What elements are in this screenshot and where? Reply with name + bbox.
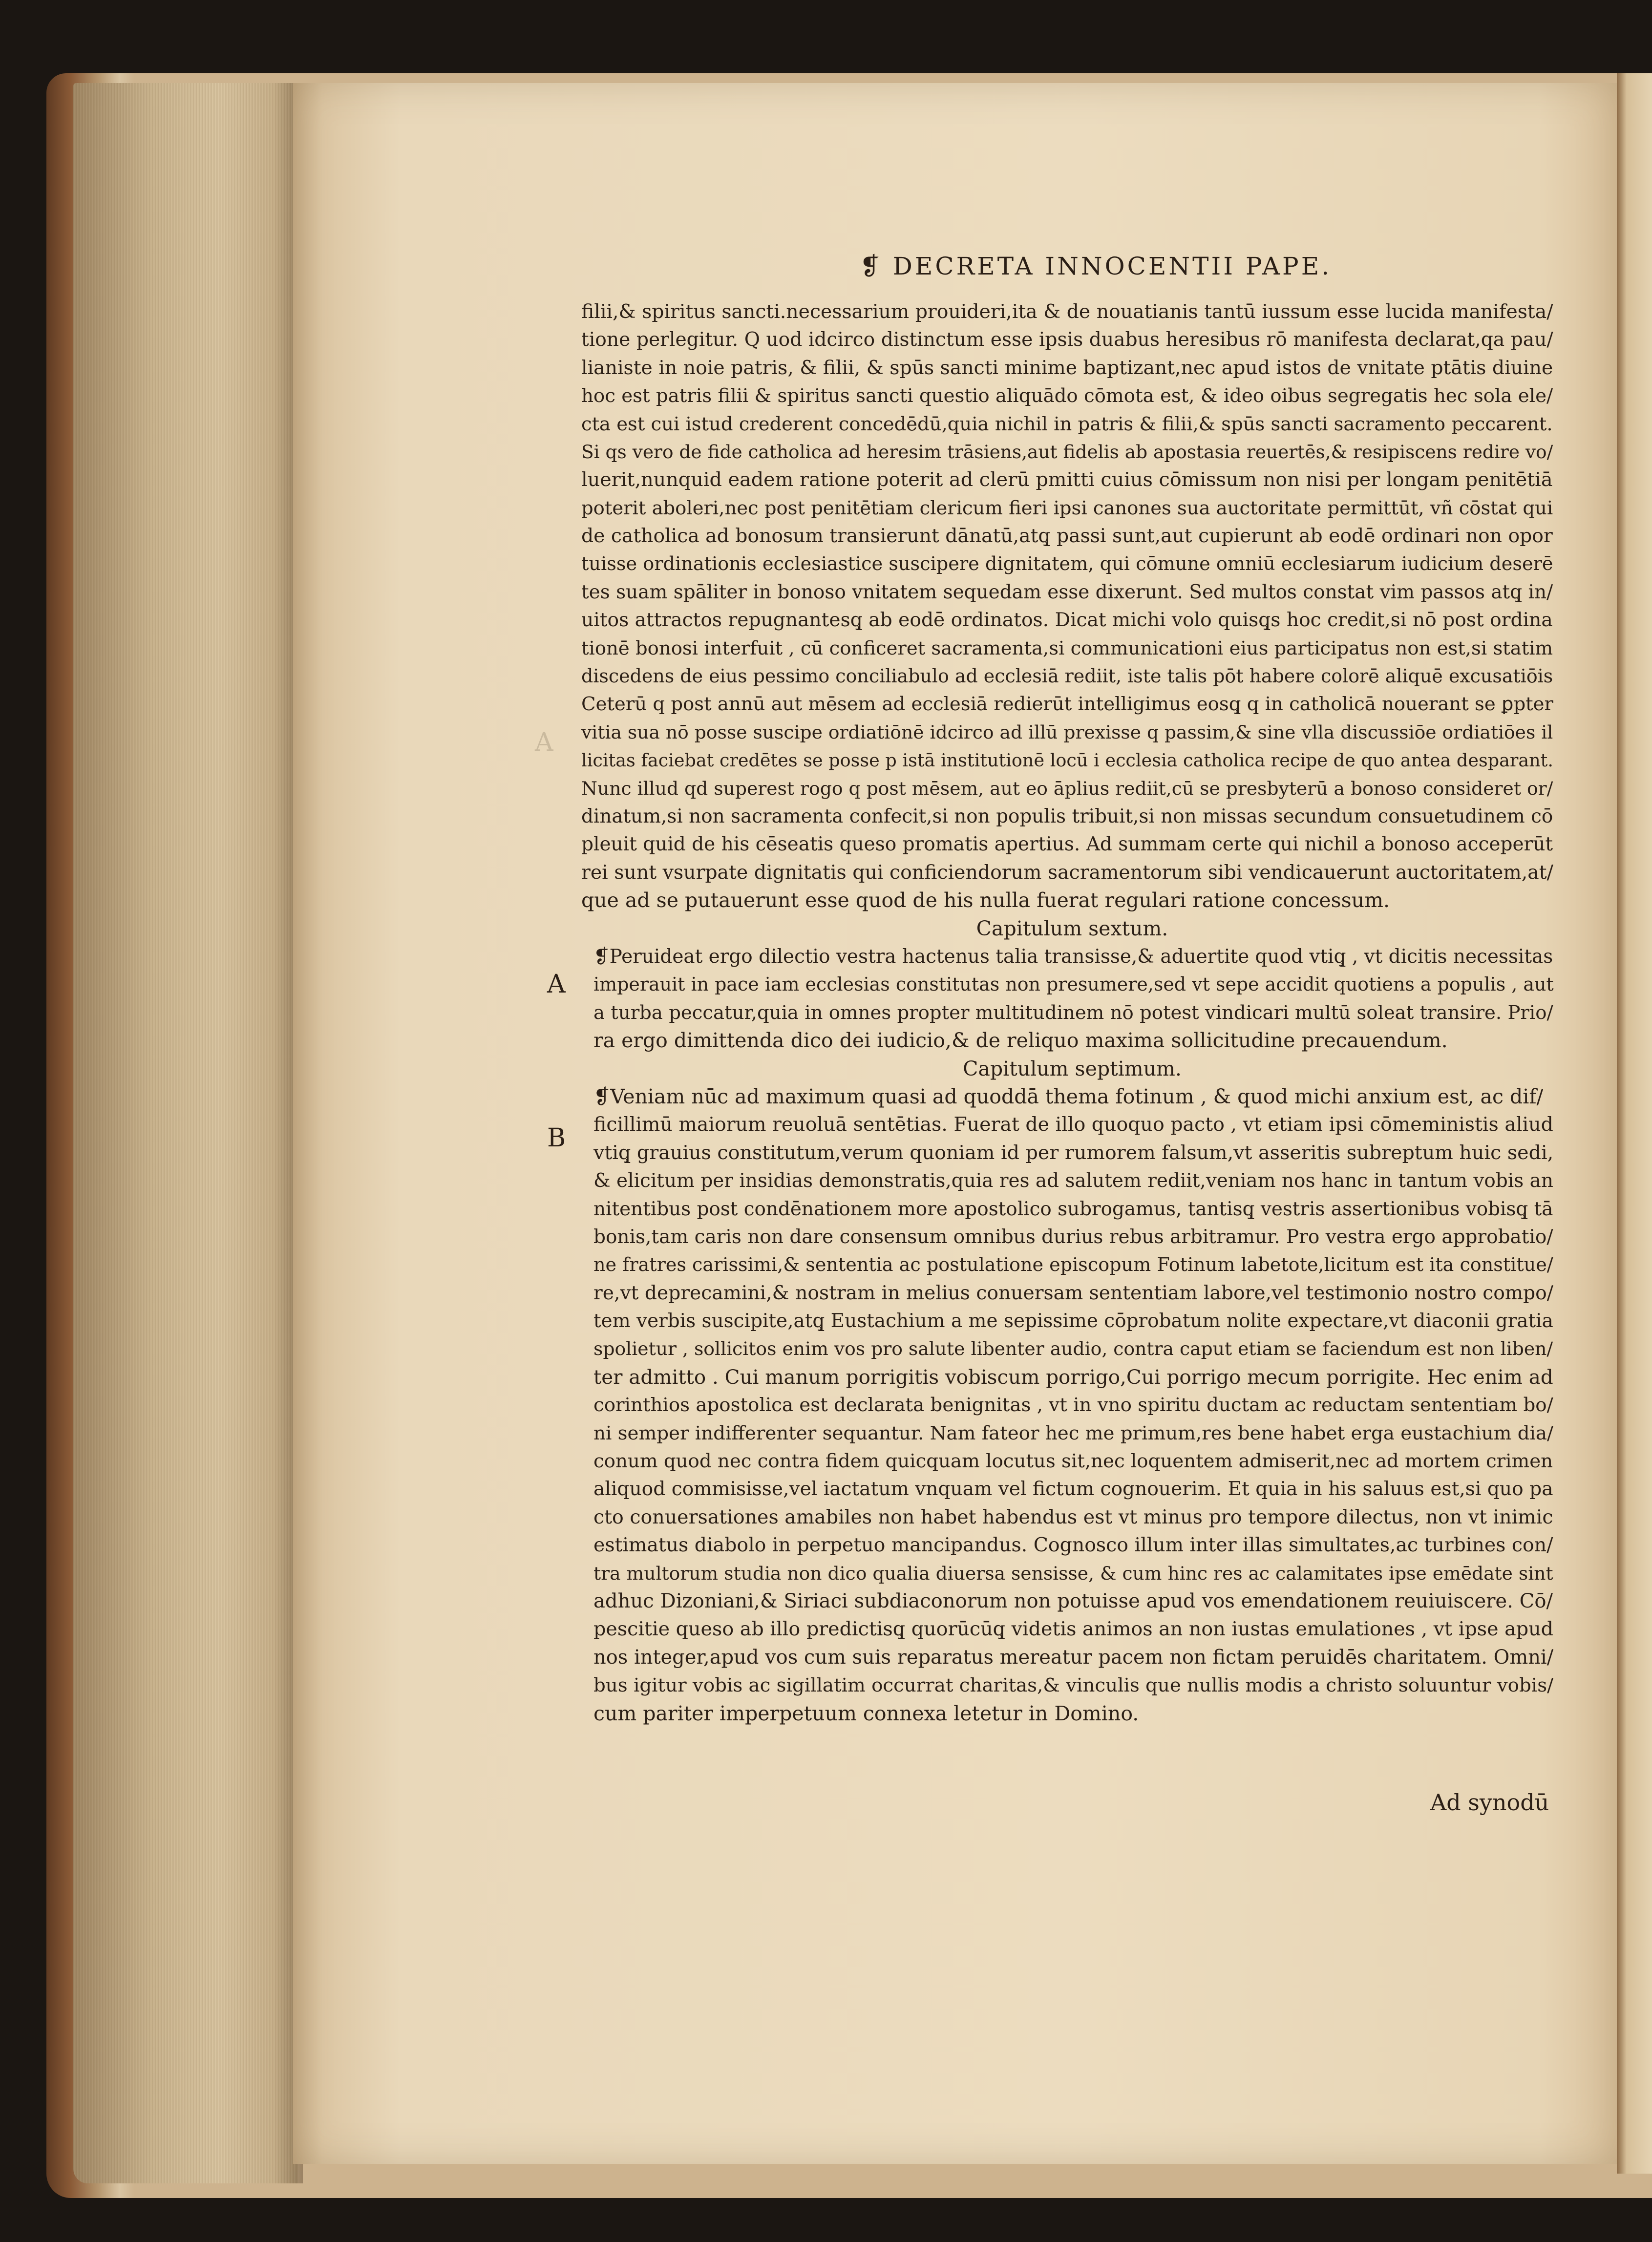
text-line: rei sunt vsurpate dignitatis qui conficiendorum sacramentorum sibi vendicauerunt auctoritatem,at/ [581,861,1553,884]
text-line: tra multorum studia non dico qualia diuersa sensisse, & cum hinc res ac calamitates ipse emēdate sint [593,1562,1553,1584]
text-line: pescitie queso ab illo predictisq̧ quorūcūq̧ videtis animos an non iustas emulationes , vt ipse apud [593,1618,1553,1641]
text-line: luerit,nunquid eadem ratione poterit ad clerū pmitti cuius cōmissum non nisi per longam penitētiā [581,468,1553,491]
text-line: corinthios apostolica est declarata benignitas , vt in vno spiritu ductam ac reductam sententiam bo/ [593,1394,1553,1417]
text-line: cum pariter imperpetuum connexa letetur in Domino. [593,1701,1139,1725]
text-line: adhuc Dizoniani,& Siriaci subdiaconorum non potuisse apud vos emendationem reuiuiscere. Cō/ [593,1589,1553,1612]
text-line: bus igitur vobis ac sigillatim occurrat charitas,& vinculis que nullis modis a christo soluuntur vobis/ [593,1674,1554,1697]
text-line: de catholica ad bonosum transierunt dānatū,atq̧ passi sunt,aut cupierunt ab eodē ordinari non opor [581,525,1553,548]
text-line: ❡Veniam nūc ad maximum quasi ad quoddā thema fotinum , & quod michi anxium est, ac dif/ [593,1084,1544,1108]
text-line: poterit aboleri,nec post penitētiam clericum fieri ipsi canones sua auctoritate permittūt, vñ cōstat qui [581,497,1553,519]
text-line: licitas faciebat credētes se posse p istā institutionē locū i ecclesia catholica recipe de quo antea desparant. [581,750,1553,771]
text-line: pleuit quid de his cēseatis queso promatis apertius. Ad summam certe qui nichil a bonoso acceperūt [581,833,1553,856]
text-line [581,1728,1563,1756]
chapter-heading-septimum: Capitulum septimum. [963,1057,1182,1080]
text-line: lianiste in noie patris, & filii, & spūs sancti minime baptizant,nec apud istos de vnitate ptātis diuine [581,356,1553,379]
text-line: re,vt deprecamini,& nostram in melius conuersam sententiam labore,vel testimonio nostro compo/ [593,1282,1554,1304]
text-line: ter admitto . Cui manum porrigitis vobiscum porrigo,Cui porrigo mecum porrigite. Hec enim ad [593,1365,1553,1389]
text-line: imperauit in pace iam ecclesias constitutas non presumere,sed vt sepe accidit quotiens a populis , aut [593,973,1554,995]
text-line: Si qs vero de fide catholica ad heresim trāsiens,aut fidelis ab apostasia reuertēs,& resipiscens redire vo/ [581,441,1553,463]
text-line: nos integer,apud vos cum suis reparatus mereatur pacem non fictam peruidēs charitatem. Omni/ [593,1646,1554,1669]
text-line: ficillimū maiorum reuoluā sentētias. Fuerat de illo quoquo pacto , vt etiam ipsi cōmeministis aliud [593,1113,1553,1136]
text-line: aliquod commisisse,vel iactatum vnquam vel fictum cognouerim. Et quia in his saluus est,si quo pa [593,1478,1553,1501]
margin-note-b: B [547,1123,566,1153]
text-line: Ceterū q post annū aut mēsem ad ecclesiā redierūt intelligimus eosq̧ q in catholicā nouerant se ꝑpter [581,693,1553,716]
text-line: tes suam spāliter in bonoso vnitatem sequedam esse dixerunt. Sed multos constat vim passos atq̧ in/ [581,581,1553,603]
text-line: tem verbis suscipite,atq̧ Eustachium a me sepissime cōprobatum nolite expectare,vt diaconii gratia [593,1310,1553,1333]
text-line: bonis,tam caris non dare consensum omnibus durius rebus arbitramur. Pro vestra ergo approbatio/ [593,1226,1553,1248]
text-line: ni semper indifferenter sequantur. Nam fateor hec me primum,res bene habet erga eustachium dia/ [593,1422,1554,1444]
text-line: Nunc illud qd superest rogo q post mēsem, aut eo āplius rediit,cū se presbyterū a bonoso consideret or/ [581,777,1553,799]
text-line: ra ergo dimittenda dico dei iudicio,& de reliquo maxima sollicitudine precauendum. [593,1029,1448,1053]
text-line: hoc est patris filii & spiritus sancti questio aliquādo cōmota est, & ideo oibus segregatis hec sola ele/ [581,385,1553,407]
text-line: estimatus diabolo in perpetuo mancipandus. Cognosco illum inter illas simultates,ac turbines con/ [593,1534,1553,1557]
text-line: tione perlegitur. Q uod idcirco distinctum esse ipsis duabus heresibus rō manifesta declarat,qa pau/ [581,329,1553,351]
text-line: uitos attractos repugnantesq̧ ab eodē ordinatos. Dicat michi volo quisq̧s hoc credit,si nō post ordina [581,609,1553,632]
text-line: conum quod nec contra fidem quicquam locutus sit,nec loquentem admiserit,nec ad mortem crimen [593,1450,1553,1473]
text-line: tionē bonosi interfuit , cū conficeret sacramenta,si communicationi eius participatus non est,si statim [581,637,1553,659]
text-line: nitentibus post condēnationem more apostolico subrogamus, tantisq̧ vestris assertionibus vobisq̧ tā [593,1198,1553,1220]
text-line: cta est cui istud crederent concedēdū,quia nichil in patris & filii,& spūs sancti sacramento peccarent. [581,413,1553,435]
text-line: spolietur , sollicitos enim vos pro salute libenter audio, contra caput etiam se faciendum est non liben/ [593,1338,1553,1360]
text-line: ne fratres carissimi,& sententia ac postulatione episcopum Fotinum labetote,licitum est ita constitue/ [593,1254,1553,1276]
text-line: vtiq̧ grauius constitutum,verum quoniam id per rumorem falsum,vt asseritis subreptum huic sedi, [593,1141,1554,1164]
text-line: tuisse ordinationis ecclesiastice suscipere dignitatem, qui cōmune omniū ecclesiarum iudicium deserē [581,553,1553,575]
text-line: discedens de eius pessimo conciliabulo ad ecclesiā rediit, iste talis pōt habere colorē aliquē excusatiōis [581,665,1553,687]
text-line: & elicitum per insidias demonstratis,quia res ad salutem rediit,veniam nos hanc in tantum vobis an [593,1170,1553,1192]
text-line: vitia sua nō posse suscipe ordiatiōnē idcirco ad illū prexisse q passim,& sine vlla discussiōe ordiatiōes il [581,721,1553,743]
text-line: filii,& spiritus sancti.necessarium prouideri,ita & de nouatianis tantū iussum esse lucida manifesta/ [581,300,1553,323]
running-head: ❡ DECRETA INNOCENTII PAPE. [860,252,1332,280]
margin-letter-faint: A [535,728,553,757]
margin-note-a: A [547,970,566,999]
body-text [581,298,1563,1832]
text-line: a turba peccatur,quia in omnes propter multitudinem nō potest vindicari multū soleat transire. Prio/ [593,1001,1553,1024]
text-line: cto conuersationes amabiles non habet habendus est vt minus pro tempore dilectus, non vt inimic [593,1505,1553,1528]
page-block-edges [73,83,298,2183]
facing-page-edge [1617,73,1652,2174]
chapter-heading-sextum: Capitulum sextum. [976,916,1168,940]
text-line: dinatum,si non sacramenta confecit,si non populis tribuit,si non missas secundum consuetudinem cō [581,805,1553,828]
text-line: que ad se putauerunt esse quod de his nulla fuerat regulari ratione concessum. [581,888,1390,912]
catchword: Ad synodū [1430,1789,1549,1816]
text-line: ❡Peruideat ergo dilectio vestra hactenus talia transisse,& aduertite quod vtiq̧ , vt dicitis necessitas [593,945,1553,968]
